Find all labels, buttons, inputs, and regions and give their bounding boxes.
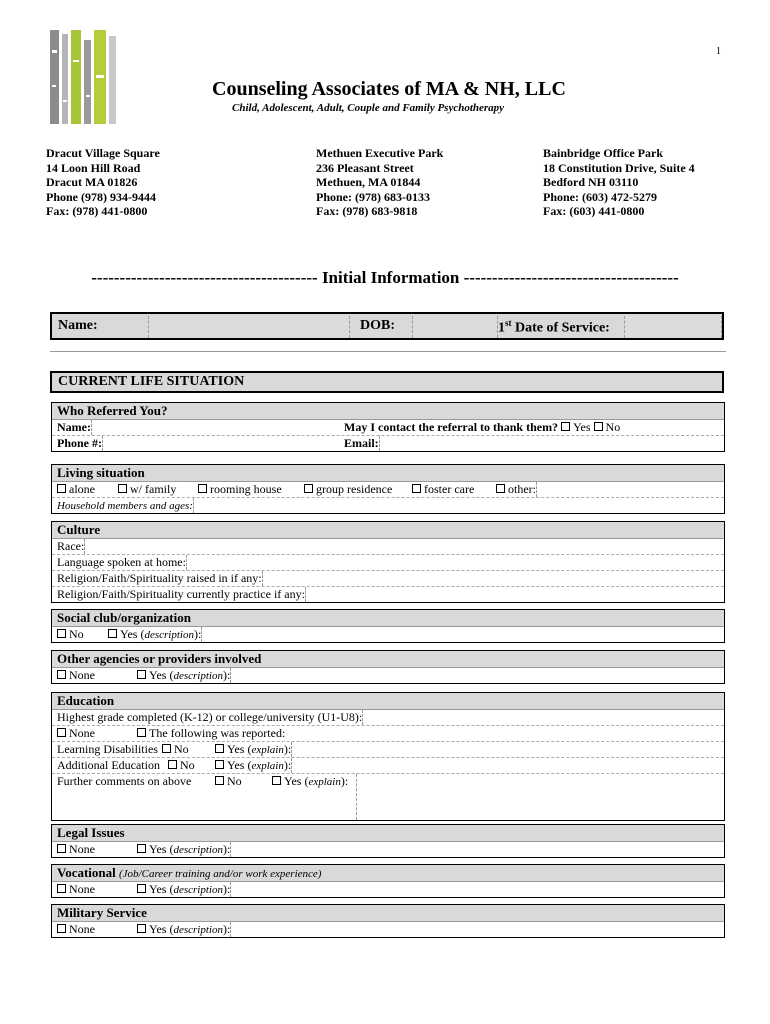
checkbox[interactable] <box>57 884 66 893</box>
label-close: ): <box>283 742 292 756</box>
culture-section <box>51 521 725 603</box>
highest-grade-label: Highest grade completed (K-12) or college/university (U1-U8): <box>57 710 363 724</box>
military-row <box>52 922 724 937</box>
none-label: None <box>69 922 95 936</box>
date-of-service-label <box>498 318 610 337</box>
none-option[interactable] <box>57 922 95 937</box>
label-close: ): <box>222 668 231 682</box>
legal-row <box>52 842 724 857</box>
checkbox[interactable] <box>162 744 171 753</box>
none-option[interactable] <box>57 842 95 857</box>
agencies-row <box>52 668 724 683</box>
no-label: No <box>69 627 84 641</box>
none-option[interactable] <box>57 668 95 683</box>
household-label: Household members and ages: <box>57 500 193 512</box>
military-service-section <box>51 904 725 938</box>
practice-subtitle: Child, Adolescent, Adult, Couple and Family Psychotherapy <box>232 102 505 114</box>
referral-section <box>51 402 725 452</box>
date-of-service-field[interactable] <box>624 316 722 338</box>
none-label: None <box>69 882 95 896</box>
checkbox[interactable] <box>412 484 421 493</box>
reported-label: The following was reported: <box>149 726 286 740</box>
yes-label: Yes ( <box>149 922 174 936</box>
section-heading: CURRENT LIFE SITUATION <box>58 374 245 389</box>
section-title: Legal Issues <box>52 825 724 842</box>
checkbox[interactable] <box>137 728 146 737</box>
no-label: No <box>180 758 195 772</box>
name-label: Name: <box>58 318 98 333</box>
none-label: None <box>69 842 95 856</box>
label-close: ): <box>193 627 202 641</box>
none-option[interactable] <box>57 882 95 897</box>
other-field[interactable] <box>536 482 697 497</box>
vocational-subtitle: (Job/Career training and/or work experience) <box>119 868 322 880</box>
highest-grade-field[interactable] <box>362 710 563 725</box>
office-street: 18 Constitution Drive, Suite 4 <box>543 160 695 175</box>
contact-question <box>344 420 620 435</box>
divider <box>50 351 726 352</box>
description-label: description <box>173 884 223 896</box>
yes-checkbox[interactable] <box>561 422 570 431</box>
highest-grade-row <box>52 710 724 726</box>
option-label: alone <box>69 482 95 496</box>
office-city: Methuen, MA 01844 <box>316 175 421 189</box>
checkbox[interactable] <box>198 484 207 493</box>
no-label: No <box>605 420 621 434</box>
section-title: Military Service <box>52 905 724 922</box>
office-city: Dracut MA 01826 <box>46 175 138 189</box>
description-label: description <box>173 924 223 936</box>
dob-field[interactable] <box>412 316 498 338</box>
yes-label: Yes ( <box>227 758 252 772</box>
living-option[interactable] <box>412 482 474 497</box>
none-option[interactable] <box>57 726 95 741</box>
religion-raised-label: Religion/Faith/Spirituality raised in if any: <box>57 571 262 585</box>
birch-logo-icon <box>46 30 126 124</box>
section-title <box>52 865 724 882</box>
section-title: Culture <box>52 522 724 539</box>
other-agencies-section <box>51 650 725 684</box>
yes-label: Yes ( <box>284 774 309 788</box>
option-label: group residence <box>316 482 393 496</box>
living-option[interactable] <box>57 482 95 497</box>
checkbox[interactable] <box>57 670 66 679</box>
household-field[interactable] <box>193 498 594 513</box>
description-field[interactable] <box>230 882 531 897</box>
description-label: description <box>173 844 223 856</box>
yes-option[interactable] <box>108 627 502 643</box>
explain-label: explain <box>251 760 284 772</box>
yes-label: Yes ( <box>149 842 174 856</box>
yes-option[interactable] <box>137 882 531 898</box>
religion-raised-row <box>52 571 724 587</box>
office-fax: Fax: (978) 441-0800 <box>46 204 148 218</box>
yes-option[interactable] <box>137 668 531 684</box>
referral-name-label: Name: <box>57 420 91 434</box>
referral-name-field[interactable] <box>91 420 292 435</box>
description-label: description <box>173 670 223 682</box>
checkbox[interactable] <box>215 760 224 769</box>
vocational-title: Vocational <box>57 865 116 880</box>
checkbox[interactable] <box>57 844 66 853</box>
checkbox[interactable] <box>304 484 313 493</box>
education-section <box>51 692 725 821</box>
religion-current-field[interactable] <box>305 587 606 602</box>
checkbox[interactable] <box>57 924 66 933</box>
no-checkbox[interactable] <box>594 422 603 431</box>
option-label: foster care <box>424 482 475 496</box>
checkbox[interactable] <box>215 776 224 785</box>
vocational-section <box>51 864 725 898</box>
office-name: Bainbridge Office Park <box>543 146 663 160</box>
option-label: other: <box>508 482 536 496</box>
religion-current-label: Religion/Faith/Spirituality currently practice if any: <box>57 587 305 601</box>
dos-label-text: Date of Service: <box>511 320 610 336</box>
referral-email-label: Email: <box>344 436 379 450</box>
explain-field[interactable] <box>291 742 592 757</box>
checkbox[interactable] <box>118 484 127 493</box>
referral-email <box>344 436 680 451</box>
initial-information-heading: ---------------------------------------- Initial Information -------------------------------------- <box>91 268 679 287</box>
explain-label: explain <box>308 776 341 788</box>
further-comments-field[interactable] <box>356 774 358 820</box>
office-methuen <box>316 146 443 219</box>
name-dob-bar <box>50 312 724 340</box>
no-label: No <box>227 774 242 788</box>
living-section <box>51 464 725 514</box>
current-life-situation-bar <box>50 371 724 393</box>
race-label: Race: <box>57 539 85 553</box>
description-field[interactable] <box>230 842 531 857</box>
household-row <box>52 498 724 513</box>
label-close: ): <box>283 758 292 772</box>
checkbox[interactable] <box>57 484 66 493</box>
language-field[interactable] <box>186 555 487 570</box>
add-yes-option[interactable] <box>215 758 592 774</box>
option-label: rooming house <box>210 482 282 496</box>
referral-phone-label: Phone #: <box>57 436 102 450</box>
reported-option[interactable] <box>137 726 285 741</box>
no-option[interactable] <box>57 627 84 642</box>
living-option[interactable] <box>118 482 176 497</box>
checkbox[interactable] <box>168 760 177 769</box>
label-close: ): <box>222 842 231 856</box>
checkbox[interactable] <box>137 670 146 679</box>
learning-disabilities-row <box>52 742 724 758</box>
legal-issues-section <box>51 824 725 858</box>
yes-label: Yes ( <box>120 627 145 641</box>
section-title: Education <box>52 693 724 710</box>
checkbox[interactable] <box>108 629 117 638</box>
section-title: Living situation <box>52 465 724 482</box>
living-option[interactable] <box>304 482 392 497</box>
referral-phone-row <box>52 436 724 451</box>
none-label: None <box>69 726 95 740</box>
yes-option[interactable] <box>137 922 531 938</box>
office-name: Dracut Village Square <box>46 146 160 160</box>
race-field[interactable] <box>84 539 385 554</box>
dob-label: DOB: <box>360 318 395 333</box>
contact-question-text: May I contact the referral to thank them? <box>344 420 559 434</box>
education-reported-row <box>52 726 724 742</box>
section-title: Who Referred You? <box>52 403 724 420</box>
dos-label-sup: st <box>505 318 512 328</box>
language-row <box>52 555 724 571</box>
further-no-option[interactable] <box>215 774 242 789</box>
office-dracut <box>46 146 160 219</box>
religion-current-row <box>52 587 724 602</box>
description-field[interactable] <box>201 627 502 642</box>
office-phone: Phone: (603) 472-5279 <box>543 189 657 204</box>
page-number: 1 <box>716 46 721 57</box>
ld-no-option[interactable] <box>162 742 189 757</box>
none-label: None <box>69 668 95 682</box>
yes-option[interactable] <box>137 842 531 858</box>
checkbox[interactable] <box>57 728 66 737</box>
office-city: Bedford NH 03110 <box>543 175 639 189</box>
section-title: Social club/organization <box>52 610 724 627</box>
description-label: description <box>144 629 194 641</box>
further-comments-label: Further comments on above <box>57 774 192 788</box>
label-close: ): <box>222 922 231 936</box>
no-label: No <box>174 742 189 756</box>
yes-label: Yes ( <box>227 742 252 756</box>
option-label: w/ family <box>130 482 177 496</box>
checkbox[interactable] <box>137 924 146 933</box>
vocational-row <box>52 882 724 897</box>
section-title: Other agencies or providers involved <box>52 651 724 668</box>
living-options-row <box>52 482 724 498</box>
name-field[interactable] <box>148 316 350 338</box>
office-phone: Phone (978) 934-9444 <box>46 189 156 204</box>
ld-yes-option[interactable] <box>215 742 592 758</box>
add-no-option[interactable] <box>168 758 195 773</box>
office-street: 236 Pleasant Street <box>316 160 414 175</box>
additional-education-label: Additional Education <box>57 758 160 772</box>
label-close: ): <box>222 882 231 896</box>
office-street: 14 Loon Hill Road <box>46 160 141 175</box>
referral-email-field[interactable] <box>379 436 680 451</box>
description-field[interactable] <box>230 668 531 683</box>
referral-name-row <box>52 420 724 436</box>
additional-education-row <box>52 758 724 774</box>
office-fax: Fax: (603) 441-0800 <box>543 204 645 218</box>
checkbox[interactable] <box>215 744 224 753</box>
checkbox[interactable] <box>272 776 281 785</box>
living-option[interactable] <box>198 482 282 497</box>
explain-label: explain <box>251 744 284 756</box>
checkbox[interactable] <box>496 484 505 493</box>
office-phone: Phone: (978) 683-0133 <box>316 189 430 204</box>
race-row <box>52 539 724 555</box>
checkbox[interactable] <box>57 629 66 638</box>
practice-title: Counseling Associates of MA & NH, LLC <box>212 78 566 100</box>
yes-label: Yes ( <box>149 882 174 896</box>
living-option[interactable] <box>496 482 697 497</box>
social-club-section <box>51 609 725 643</box>
dos-label-number: 1 <box>498 320 505 336</box>
further-yes-option[interactable] <box>272 774 348 790</box>
yes-label: Yes <box>573 420 591 434</box>
social-club-row <box>52 627 724 642</box>
office-fax: Fax: (978) 683-9818 <box>316 204 418 218</box>
office-name: Methuen Executive Park <box>316 146 444 160</box>
religion-raised-field[interactable] <box>262 571 563 586</box>
referral-phone-field[interactable] <box>102 436 303 451</box>
checkbox[interactable] <box>137 844 146 853</box>
further-comments-row <box>52 774 724 820</box>
description-field[interactable] <box>230 922 531 937</box>
yes-label: Yes ( <box>149 668 174 682</box>
ld-label: Learning Disabilities <box>57 742 158 756</box>
explain-field[interactable] <box>291 758 592 773</box>
office-bedford <box>543 146 695 219</box>
label-close: ): <box>340 774 349 788</box>
language-label: Language spoken at home: <box>57 555 186 569</box>
checkbox[interactable] <box>137 884 146 893</box>
